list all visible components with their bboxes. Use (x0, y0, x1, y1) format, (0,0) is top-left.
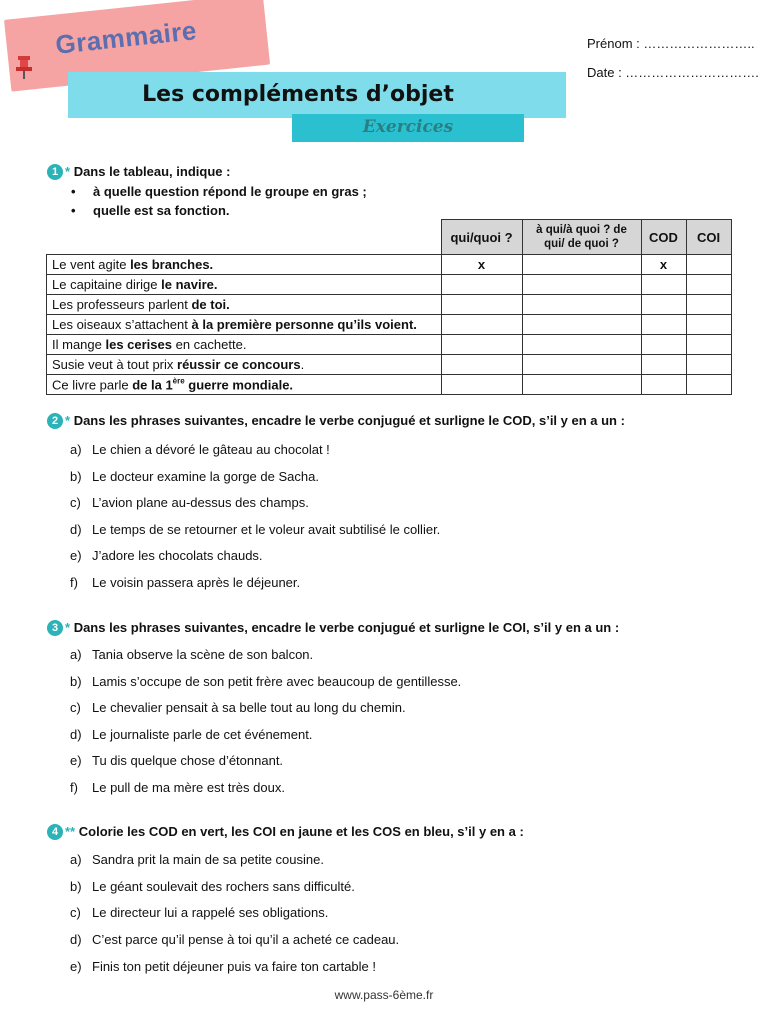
answer-cell[interactable] (441, 335, 522, 355)
answer-cell[interactable] (641, 275, 686, 295)
answer-cell[interactable] (686, 255, 731, 275)
list-item: f) Le voisin passera après le déjeuner. (70, 575, 301, 590)
sentence-cell: Il mange les cerises en cachette. (47, 335, 442, 355)
date-field[interactable]: Date : …………………………. (587, 65, 759, 80)
answer-cell[interactable] (441, 355, 522, 375)
table-row (47, 275, 732, 295)
answer-cell[interactable] (522, 375, 641, 395)
sentence-cell: Les oiseaux s’attachent à la première personne qu’ils voient. (47, 315, 442, 335)
list-item: d) Le temps de se retourner et le voleur avait subtilisé le collier. (70, 522, 441, 537)
section-badge: Grammaire (54, 15, 199, 60)
list-item: c) L’avion plane au-dessus des champs. (70, 495, 309, 510)
answer-cell[interactable] (641, 295, 686, 315)
answer-cell[interactable] (522, 355, 641, 375)
answer-cell[interactable] (686, 315, 731, 335)
exercise-4-title (47, 824, 524, 840)
exercise-instruction: Dans les phrases suivantes, encadre le verbe conjugué et surligne le COD, s’il y en a un : (73, 413, 625, 428)
list-item: e) Finis ton petit déjeuner puis va faire ton cartable ! (70, 959, 376, 974)
exercise-number-badge: 2 (47, 413, 63, 429)
list-item: e) J’adore les chocolats chauds. (70, 548, 263, 563)
answer-cell[interactable] (641, 375, 686, 395)
answer-cell[interactable] (441, 375, 522, 395)
prenom-field[interactable]: Prénom : …………………….. (587, 36, 755, 51)
answer-cell[interactable] (441, 295, 522, 315)
exercise-instruction: Colorie les COD en vert, les COI en jaune et les COS en bleu, s’il y en a : (78, 824, 524, 839)
sentence-cell: Les professeurs parlent de toi. (47, 295, 442, 315)
list-item: e) Tu dis quelque chose d’étonnant. (70, 753, 284, 768)
answer-cell[interactable] (686, 355, 731, 375)
answer-cell[interactable] (522, 335, 641, 355)
answer-cell[interactable] (522, 255, 641, 275)
instruction-bullet: • à quelle question répond le groupe en gras ; (93, 184, 367, 199)
answer-cell[interactable] (686, 275, 731, 295)
table-row (47, 255, 732, 275)
table-row (47, 335, 732, 355)
pushpin-icon (14, 54, 34, 80)
answer-cell[interactable] (522, 315, 641, 335)
exercise-1-table (46, 219, 732, 395)
sentence-cell: Ce livre parle de la 1ère guerre mondiale. (47, 375, 442, 395)
answer-cell[interactable] (441, 315, 522, 335)
answer-cell[interactable] (686, 295, 731, 315)
table-row (47, 375, 732, 395)
answer-cell[interactable] (686, 335, 731, 355)
answer-cell[interactable] (441, 275, 522, 295)
table-row (47, 355, 732, 375)
column-header: COD (641, 220, 686, 255)
list-item: d) C’est parce qu’il pense à toi qu’il a acheté ce cadeau. (70, 932, 400, 947)
list-item: b) Le docteur examine la gorge de Sacha. (70, 469, 319, 484)
page-subtitle: Exercices (362, 117, 454, 137)
exercise-2-title (47, 413, 625, 429)
list-item: f) Le pull de ma mère est très doux. (70, 780, 285, 795)
answer-cell[interactable] (641, 335, 686, 355)
list-item: b) Lamis s’occupe de son petit frère avec beaucoup de gentillesse. (70, 674, 462, 689)
answer-cell[interactable] (522, 275, 641, 295)
list-item: b) Le géant soulevait des rochers sans difficulté. (70, 879, 355, 894)
answer-cell[interactable]: x (641, 255, 686, 275)
answer-cell[interactable] (641, 315, 686, 335)
answer-cell[interactable]: x (441, 255, 522, 275)
exercise-1-title (47, 164, 230, 180)
exercise-3-title (47, 620, 619, 636)
list-item: c) Le chevalier pensait à sa belle tout au long du chemin. (70, 700, 406, 715)
list-item: a) Sandra prit la main de sa petite cousine. (70, 852, 324, 867)
page-title: Les compléments d’objet (142, 82, 454, 107)
column-header: COI (686, 220, 731, 255)
table-header-row (47, 220, 732, 255)
list-item: d) Le journaliste parle de cet événement. (70, 727, 313, 742)
difficulty-stars: ** (65, 824, 76, 839)
exercise-number-badge: 1 (47, 164, 63, 180)
sentence-cell: Susie veut à tout prix réussir ce concours. (47, 355, 442, 375)
answer-cell[interactable] (686, 375, 731, 395)
footer-url[interactable]: www.pass-6ème.fr (334, 988, 434, 1002)
table-row (47, 315, 732, 335)
difficulty-stars: * (65, 620, 71, 635)
instruction-bullet: • quelle est sa fonction. (93, 203, 230, 218)
answer-cell[interactable] (641, 355, 686, 375)
difficulty-stars: * (65, 413, 71, 428)
list-item: a) Le chien a dévoré le gâteau au chocolat ! (70, 442, 330, 457)
table-row (47, 295, 732, 315)
exercise-number-badge: 3 (47, 620, 63, 636)
difficulty-stars: * (65, 164, 71, 179)
answer-cell[interactable] (522, 295, 641, 315)
column-header: à qui/à quoi ? de qui/ de quoi ? (522, 220, 641, 255)
sentence-cell: Le vent agite les branches. (47, 255, 442, 275)
sentence-cell: Le capitaine dirige le navire. (47, 275, 442, 295)
exercise-number-badge: 4 (47, 824, 63, 840)
exercise-instruction: Dans les phrases suivantes, encadre le verbe conjugué et surligne le COI, s’il y en a un : (73, 620, 620, 635)
exercise-instruction: Dans le tableau, indique : (73, 164, 231, 179)
list-item: a) Tania observe la scène de son balcon. (70, 647, 314, 662)
column-header: qui/quoi ? (441, 220, 522, 255)
list-item: c) Le directeur lui a rappelé ses obligations. (70, 905, 329, 920)
